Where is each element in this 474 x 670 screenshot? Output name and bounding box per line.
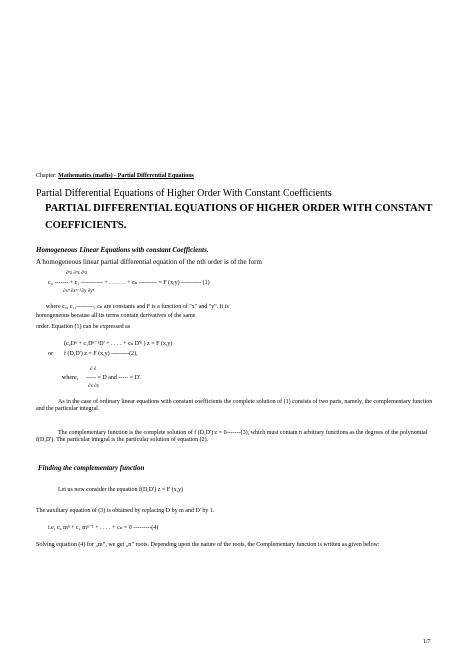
eq1-main: c₀ ------- + c₁ ----------- + . . . . . . + cₙ --------- = F (x,y) ---------- (1)	[48, 280, 210, 286]
page-title: Partial Differential Equations of Higher Order With Constant Coefficients	[36, 188, 332, 199]
intro-text: A homogeneous linear partial differential equation of the nth order is of the form	[36, 258, 262, 266]
chapter-link[interactable]: Mathematics (maths) - Partial Differential Equations	[58, 173, 194, 179]
chapter-line	[36, 173, 194, 180]
d-def-top: ∂ ∂	[90, 367, 97, 372]
where2-label: where,	[62, 375, 79, 381]
page-number: 1/7	[423, 639, 431, 645]
eq1-numerators: ∂ⁿz ∂ⁿz ∂ⁿz	[66, 271, 88, 276]
auxiliary-line: The auxiliary equation of (3) is obtained by replacing D by m and D' by 1.	[36, 508, 215, 514]
eq1-denominators: ∂xⁿ ∂xⁿ⁻¹∂y ∂yⁿ	[63, 289, 95, 294]
chapter-prefix: Chapter:	[36, 173, 57, 179]
section-heading-finding-cf: Finding the complementary function	[38, 464, 145, 472]
where-line: where c₀, c₁,---------, cₙ are constants and F is a function of "x" and "y". It is	[46, 304, 229, 310]
consider-line: Let us now consider the equation f(D,D') z = F (x,y)	[58, 487, 184, 493]
roots-paragraph: Solving equation (4) for „m”, we get „n” roots. Depending upon the nature of the roots, the Complementary function is written as given below:	[36, 542, 380, 548]
paragraph-complete-solution: As in the case of ordinary linear equations with constant coefficients the complete solution of (1) consists of two parts, namely, the complementary function and the particular integral.	[36, 399, 433, 412]
main-heading-line2: COEFFICIENTS.	[45, 220, 127, 231]
paragraph-complementary-function: The complementary function is the complete solution of f (D,D') z = 0-------(3), which must contain n arbitrary functions as the degrees of the polynomial f(D,D'). The particular integral is the particular solution of equation (2).	[36, 430, 428, 443]
d-def-den: ∂x ∂y	[88, 384, 100, 389]
section-heading-homogeneous: Homogeneous Linear Equations with constant Coefficients.	[36, 246, 209, 254]
auxiliary-equation: i.e, c₀ mⁿ + c₁ mⁿ⁻¹ + . . . . + cₙ = 0 ---------(4)	[48, 525, 159, 531]
homogeneous-line: homogeneous because all its terms contain derivatives of the same	[36, 313, 196, 319]
main-heading-line1: PARTIAL DIFFERENTIAL EQUATIONS OF HIGHER ORDER WITH CONSTANT	[45, 203, 433, 214]
order-line: order. Equation (1) can be expressed as	[36, 324, 131, 330]
eq2-or: or	[48, 351, 53, 357]
eq2-compact: f (D,D') z = F (x,y) ---------(2),	[64, 351, 138, 357]
d-def: ----- = D and ----- = D'.	[86, 375, 142, 381]
eq2-expanded: (c₀Dⁿ + c₁Dⁿ⁻¹D' + . . . . + cₙ D'ⁿ ) z = F (x,y)	[64, 341, 173, 347]
